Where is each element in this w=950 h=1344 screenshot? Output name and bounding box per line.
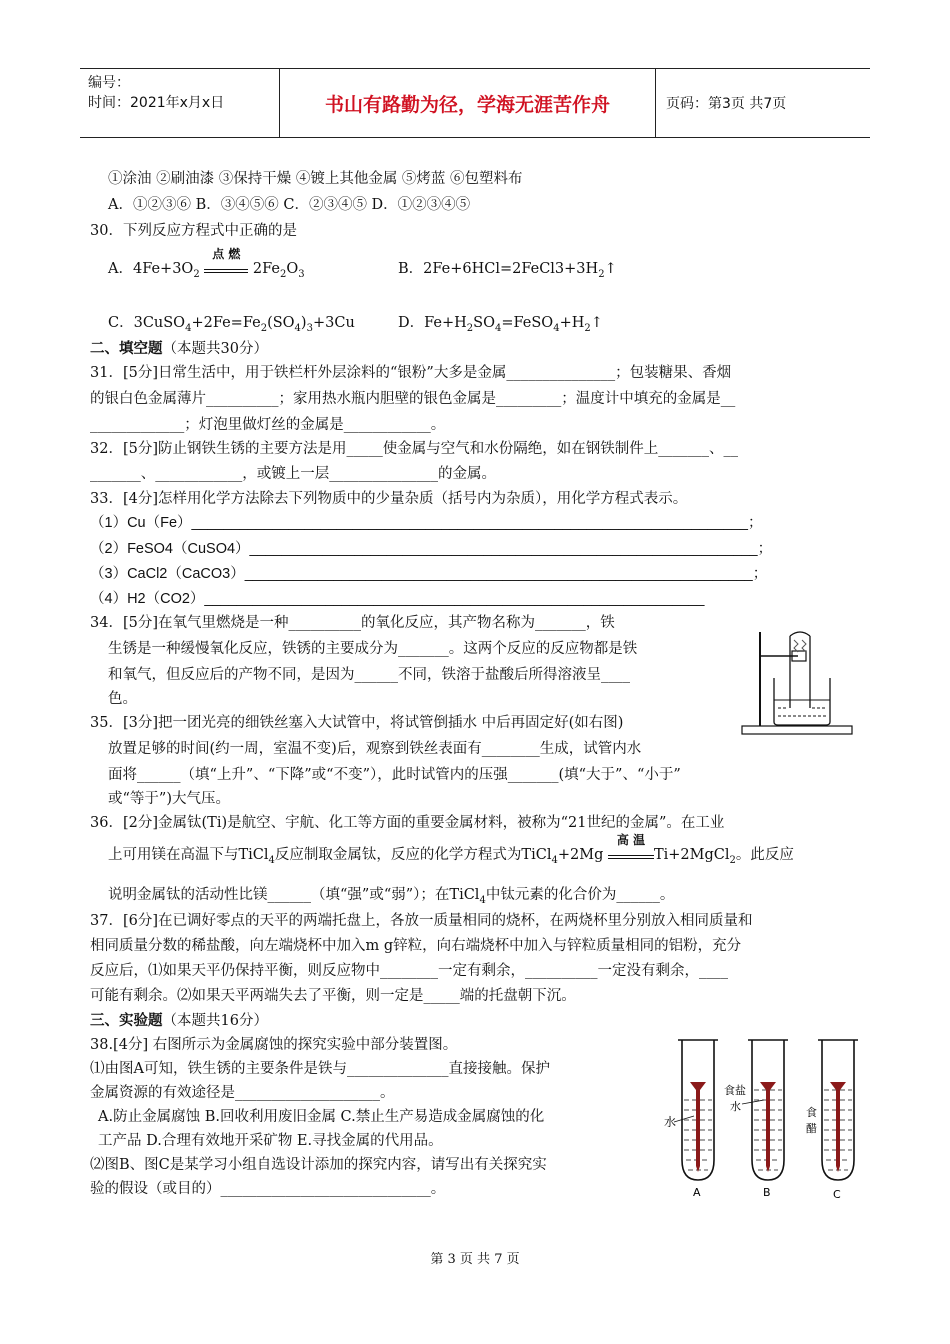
- q33-item-4: （4）H2（CO2）______________________________________________________________: [90, 591, 705, 607]
- q30-option-a: A．$4Fe+3O_2$ 点 燃 $2Fe_2O_3$: [108, 247, 305, 280]
- answer-choices: A．①②③⑥ B．③④⑤⑥ C．②③④⑤ D．①②③④⑤: [108, 197, 471, 213]
- q38-line-7: 验的假设（或目的）_____________________________。: [90, 1181, 446, 1197]
- question-30: 30．下列反应方程式中正确的是: [90, 223, 297, 239]
- header-motto: 书山有路勤为径，学海无涯苦作舟: [280, 69, 656, 137]
- q38-line-4: A.防止金属腐蚀 B.回收利用废旧金属 C.禁止生产易造成金属腐蚀的化: [98, 1109, 545, 1125]
- q35-line-2: 放置足够的时间(约一周，室温不变)后，观察到铁丝表面有________生成，试管内水: [108, 741, 642, 757]
- q30-option-b: B．$2Fe+6HCl=2FeCl3+3H_2↑$: [398, 261, 617, 280]
- section-3-heading: 三、实验题（本题共16分）: [90, 1013, 268, 1029]
- q36-line-1: 36．[2分]金属钛(Ti)是航空、宇航、化工等方面的重要金属材料，被称为“21世纪的金属”。在工业: [90, 815, 725, 831]
- reaction-condition: 点 燃: [204, 258, 248, 280]
- q37-line-2: 相同质量分数的稀盐酸，向左端烧杯中加入m g锌粒，向右端烧杯中加入与锌粒质量相同的铝粉，充分: [90, 938, 742, 954]
- q31-line-2: 的银白色金属薄片__________；家用热水瓶内胆壁的银色金属是_________；温度计中填充的金属是__: [90, 391, 736, 407]
- reaction-condition-high-temp: 高 温: [608, 844, 654, 866]
- number-label: 编号：: [88, 75, 130, 91]
- page-footer: 第 3 页 共 7 页: [430, 1252, 520, 1267]
- q38-line-3: 金属资源的有效途径是____________________。: [90, 1085, 395, 1101]
- q38-line-1: 38.[4分] 右图所示为金属腐蚀的探究实验中部分装置图。: [90, 1037, 458, 1053]
- corrosion-test-tubes-figure: [660, 1030, 870, 1205]
- label-tube-c: C: [833, 1188, 841, 1201]
- q38-line-5: 工产品 D.合理有效地开采矿物 E.寻找金属的代用品。: [98, 1133, 443, 1149]
- q34-line-3: 和氧气，但反应后的产物不同，是因为______不同，铁溶于盐酸后所得溶液呈____: [108, 667, 630, 683]
- q37-line-1: 37．[6分]在已调好零点的天平的两端托盘上，各放一质量相同的烧杯，在两烧杯里分别放入相同质量和: [90, 913, 753, 929]
- label-salt-water-2: 水: [730, 1100, 741, 1113]
- q31-line-3: _____________；灯泡里做灯丝的金属是____________。: [90, 417, 446, 433]
- option-list: ①涂油 ②刷油漆 ③保持干燥 ④镀上其他金属 ⑤烤蓝 ⑥包塑料布: [108, 171, 523, 187]
- label-water: 水: [664, 1115, 677, 1129]
- section-2-heading: 二、填空题（本题共30分）: [90, 341, 268, 357]
- q34-line-4: 色。: [108, 691, 137, 707]
- label-vinegar-1: 食: [806, 1106, 817, 1119]
- q33-item-1: （1）Cu（Fe）_____________________________________________________________________；: [90, 515, 763, 531]
- q30-option-c: C．$3CuSO_4+2Fe=Fe_2(SO_4)_3+3Cu$: [108, 315, 355, 334]
- q34-line-1: 34．[5分]在氧气里燃烧是一种__________的氧化反应，其产物名称为_______，铁: [90, 615, 615, 631]
- q33-item-3: （3）CaCl2（CaCO3）_______________________________________________________________；: [90, 566, 768, 582]
- q31-line-1: 31．[5分]日常生活中，用于铁栏杆外层涂料的“银粉”大多是金属_______________；包装糖果、香烟: [90, 365, 732, 381]
- q32-line-1: 32．[5分]防止钢铁生锈的主要方法是用_____使金属与空气和水份隔绝，如在钢铁制件上_______、__: [90, 441, 738, 457]
- label-tube-a: A: [693, 1186, 701, 1199]
- q36-line-3: 说明金属钛的活动性比镁______（填“强”或“弱”）；在TiCl$_4$中钛元素的化合价为______。: [108, 887, 675, 906]
- label-tube-b: B: [763, 1186, 771, 1199]
- q30-option-d: D．$Fe+H_2SO_4=FeSO_4+H_2↑$: [398, 315, 603, 334]
- q33-item-2: （2）FeSO4（CuSO4）_______________________________________________________________；: [90, 541, 773, 557]
- inverted-tube-apparatus: [738, 626, 856, 738]
- test-tube-c: [818, 1040, 858, 1180]
- label-salt-water-1: 食盐: [724, 1084, 746, 1097]
- test-tube-b: [742, 1040, 788, 1180]
- header-meta: [80, 69, 280, 137]
- q38-line-2: ⑴由图A可知，铁生锈的主要条件是铁与______________直接接触。保护: [90, 1061, 550, 1077]
- q35-line-1: 35．[3分]把一团光亮的细铁丝塞入大试管中，将试管倒插水 中后再固定好(如右图): [90, 715, 624, 731]
- test-tube-a: [674, 1040, 718, 1180]
- header-page-label: 页码：第3页 共7页: [666, 96, 787, 112]
- q36-line-2: 上可用镁在高温下与TiCl$_4$反应制取金属钛，反应的化学方程式为TiCl$_4$+2Mg 高 温 Ti+2MgCl$_2$。此反应: [108, 833, 794, 866]
- page-header: [80, 68, 870, 138]
- q35-line-4: 或“等于”)大气压。: [108, 791, 230, 807]
- label-vinegar-2: 醋: [806, 1122, 817, 1135]
- q35-line-3: 面将______（填“上升”、“下降”或“不变”），此时试管内的压强_______(填“大于”、“小于”: [108, 767, 681, 783]
- q37-line-3: 反应后，⑴如果天平仍保持平衡，则反应物中________一定有剩余，__________一定没有剩余，____: [90, 963, 728, 979]
- date-label: 时间：2021年x月x日: [88, 95, 225, 111]
- q38-line-6: ⑵图B、图C是某学习小组自选设计添加的探究内容，请写出有关探究实: [90, 1157, 547, 1173]
- q34-line-2: 生锈是一种缓慢氧化反应，铁锈的主要成分为_______。这两个反应的反应物都是铁: [108, 641, 638, 657]
- q33-stem: 33．[4分]怎样用化学方法除去下列物质中的少量杂质（括号内为杂质），用化学方程式表示。: [90, 491, 688, 507]
- q32-line-2: _______、____________，或镀上一层_______________的金属。: [90, 466, 496, 482]
- q37-line-4: 可能有剩余。⑵如果天平两端失去了平衡，则一定是_____端的托盘朝下沉。: [90, 988, 576, 1004]
